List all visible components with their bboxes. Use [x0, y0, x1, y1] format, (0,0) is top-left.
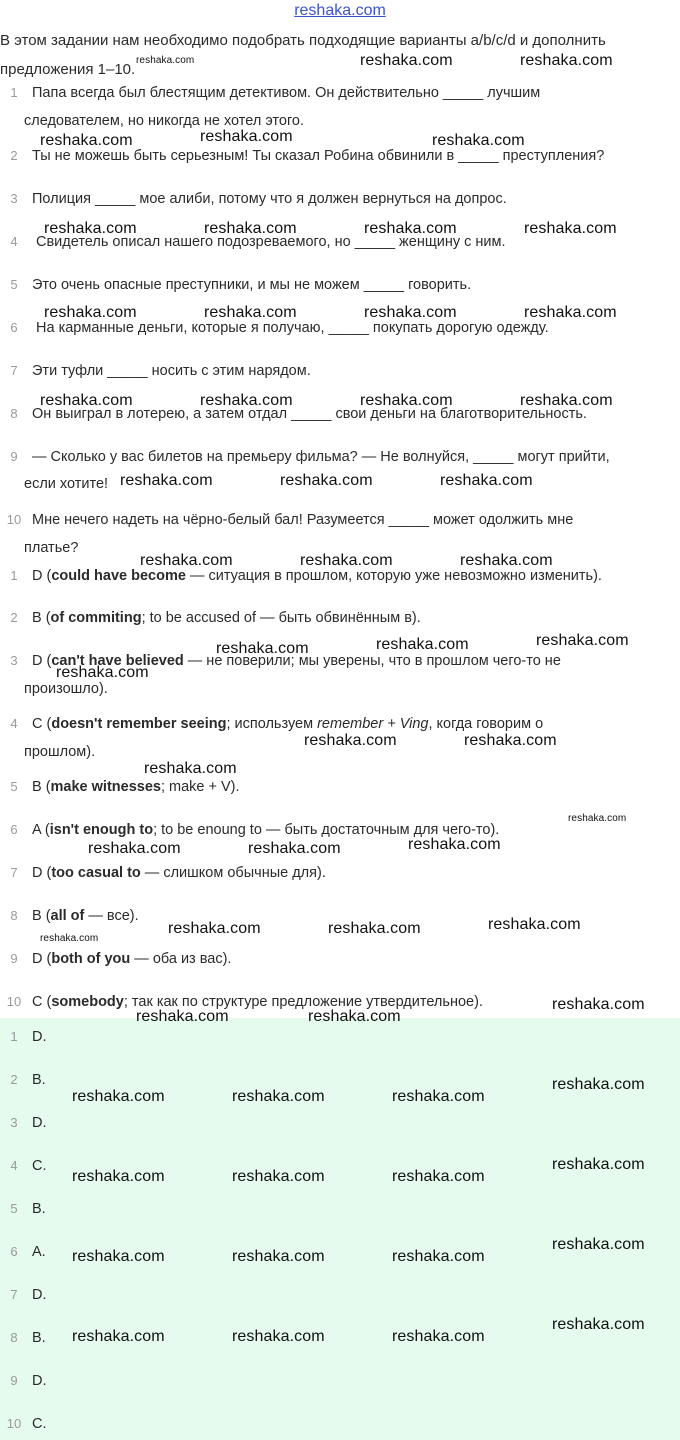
watermark: reshaka.com — [200, 128, 293, 145]
question-number: 4 — [10, 234, 18, 249]
watermark: reshaka.com — [168, 920, 261, 937]
watermark: reshaka.com — [204, 220, 297, 237]
watermark: reshaka.com — [464, 732, 557, 749]
watermark: reshaka.com — [44, 304, 137, 321]
watermark: reshaka.com — [392, 1168, 485, 1185]
watermark: reshaka.com — [232, 1248, 325, 1265]
watermark: reshaka.com — [360, 52, 453, 69]
watermark: reshaka.com — [136, 55, 195, 66]
answer-number: 2 — [10, 1072, 18, 1087]
watermark: reshaka.com — [232, 1328, 325, 1345]
watermark: reshaka.com — [520, 392, 613, 409]
watermark: reshaka.com — [304, 732, 397, 749]
question-text: Папа всегда был блестящим детективом. Он действительно _____ лучшим — [32, 85, 541, 101]
watermark: reshaka.com — [56, 664, 149, 681]
watermark: reshaka.com — [524, 304, 617, 321]
intro-line-1: В этом задании нам необходимо подобрать подходящие варианты a/b/c/d и дополнить — [0, 32, 606, 49]
question-number: 2 — [10, 148, 18, 163]
watermark: reshaka.com — [40, 933, 99, 944]
explanation-text: D (can't have believed — не поверили; мы уверены, что в прошлом чего-то не — [32, 653, 561, 669]
explanation-text: B (all of — все). — [32, 908, 139, 924]
watermark: reshaka.com — [536, 632, 629, 649]
answer-letter: D. — [32, 1115, 47, 1131]
watermark: reshaka.com — [232, 1088, 325, 1105]
explanation-number: 7 — [10, 865, 18, 880]
watermark: reshaka.com — [328, 920, 421, 937]
watermark: reshaka.com — [200, 392, 293, 409]
question-number: 10 — [6, 512, 22, 527]
explanation-number: 6 — [10, 822, 18, 837]
watermark: reshaka.com — [392, 1088, 485, 1105]
question-text: если хотите! — [24, 476, 109, 492]
explanation-number: 4 — [10, 716, 18, 731]
watermark: reshaka.com — [280, 472, 373, 489]
answer-number: 8 — [10, 1330, 18, 1345]
answer-number: 4 — [10, 1158, 18, 1173]
question-text: На карманные деньги, которые я получаю, _____ покупать дорогую одежду. — [36, 320, 549, 336]
watermark: reshaka.com — [72, 1328, 165, 1345]
explanation-text: B (of commiting; to be accused of — быть обвинённым в). — [32, 610, 421, 626]
question-text: Он выиграл в лотерею, а затем отдал _____ свои деньги на благотворительность. — [32, 406, 587, 422]
watermark: reshaka.com — [364, 304, 457, 321]
question-text: — Сколько у вас билетов на премьеру фильма? — Не волнуйся, _____ могут прийти, — [32, 449, 610, 465]
watermark: reshaka.com — [552, 1156, 645, 1173]
answer-number: 3 — [10, 1115, 18, 1130]
watermark: reshaka.com — [440, 472, 533, 489]
watermark: reshaka.com — [44, 220, 137, 237]
answer-letter: B. — [32, 1330, 46, 1346]
watermark: reshaka.com — [392, 1248, 485, 1265]
watermark: reshaka.com — [40, 392, 133, 409]
watermark: reshaka.com — [552, 1316, 645, 1333]
question-number: 7 — [10, 363, 18, 378]
watermark: reshaka.com — [360, 392, 453, 409]
answer-letter: B. — [32, 1201, 46, 1217]
watermark: reshaka.com — [248, 840, 341, 857]
explanation-text: D (both of you — оба из вас). — [32, 951, 232, 967]
watermark: reshaka.com — [204, 304, 297, 321]
watermark: reshaka.com — [552, 996, 645, 1013]
question-number: 5 — [10, 277, 18, 292]
explanation-number: 2 — [10, 610, 18, 625]
question-text: Это очень опасные преступники, и мы не можем _____ говорить. — [32, 277, 472, 293]
question-text: Эти туфли _____ носить с этим нарядом. — [32, 363, 311, 379]
watermark: reshaka.com — [376, 636, 469, 653]
explanation-text: произошло). — [24, 681, 108, 697]
answer-number: 6 — [10, 1244, 18, 1259]
explanation-number: 1 — [10, 568, 18, 583]
question-text: Ты не можешь быть серьезным! Ты сказал Робина обвинили в _____ преступления? — [32, 148, 605, 164]
watermark: reshaka.com — [72, 1248, 165, 1265]
question-number: 8 — [10, 406, 18, 421]
watermark: reshaka.com — [488, 916, 581, 933]
watermark: reshaka.com — [216, 640, 309, 657]
question-text: Свидетель описал нашего подозреваемого, но _____ женщину с ним. — [36, 234, 506, 250]
answer-letter: D. — [32, 1373, 47, 1389]
answer-letter: C. — [32, 1416, 47, 1432]
answer-letter: D. — [32, 1029, 47, 1045]
explanation-text: D (could have become — ситуация в прошлом, которую уже невозможно изменить). — [32, 568, 602, 584]
explanation-text: C (somebody; так как по структуре предложение утвердительное). — [32, 994, 483, 1010]
question-number: 6 — [10, 320, 18, 335]
watermark: reshaka.com — [88, 840, 181, 857]
watermark: reshaka.com — [552, 1076, 645, 1093]
answer-letter: D. — [32, 1287, 47, 1303]
watermark: reshaka.com — [232, 1168, 325, 1185]
question-number: 9 — [10, 449, 18, 464]
watermark: reshaka.com — [520, 52, 613, 69]
explanation-number: 5 — [10, 779, 18, 794]
explanation-text: A (isn't enough to; to be enoung to — быть достаточным для чего-то). — [32, 822, 500, 838]
watermark: reshaka.com — [460, 552, 553, 569]
answer-letter: A. — [32, 1244, 46, 1260]
answer-number: 7 — [10, 1287, 18, 1302]
watermark: reshaka.com — [568, 813, 627, 824]
watermark: reshaka.com — [392, 1328, 485, 1345]
watermark: reshaka.com — [300, 552, 393, 569]
watermark: reshaka.com — [552, 1236, 645, 1253]
question-text: Полиция _____ мое алиби, потому что я должен вернуться на допрос. — [32, 191, 507, 207]
answer-letter: B. — [32, 1072, 46, 1088]
watermark: reshaka.com — [140, 552, 233, 569]
site-header-link[interactable]: reshaka.com — [294, 2, 386, 19]
explanation-number: 10 — [6, 994, 22, 1009]
watermark: reshaka.com — [524, 220, 617, 237]
intro-line-2: предложения 1–10. — [0, 61, 136, 78]
question-number: 1 — [10, 85, 18, 100]
watermark: reshaka.com — [136, 1008, 229, 1025]
watermark: reshaka.com — [432, 132, 525, 149]
question-number: 3 — [10, 191, 18, 206]
watermark: reshaka.com — [72, 1088, 165, 1105]
explanation-text: B (make witnesses; make + V). — [32, 779, 240, 795]
explanation-text: прошлом). — [24, 744, 96, 760]
question-text: платье? — [24, 540, 79, 556]
watermark: reshaka.com — [308, 1008, 401, 1025]
answer-number: 5 — [10, 1201, 18, 1216]
question-text: Мне нечего надеть на чёрно-белый бал! Разумеется _____ может одолжить мне — [32, 512, 574, 528]
watermark: reshaka.com — [120, 472, 213, 489]
explanation-number: 8 — [10, 908, 18, 923]
explanation-text: D (too casual to — слишком обычные для). — [32, 865, 326, 881]
watermark: reshaka.com — [72, 1168, 165, 1185]
answer-letter: C. — [32, 1158, 47, 1174]
answer-number: 10 — [6, 1416, 22, 1431]
answer-number: 1 — [10, 1029, 18, 1044]
question-text: следователем, но никогда не хотел этого. — [24, 113, 305, 129]
watermark: reshaka.com — [40, 132, 133, 149]
watermark: reshaka.com — [408, 836, 501, 853]
watermark: reshaka.com — [144, 760, 237, 777]
explanation-number: 3 — [10, 653, 18, 668]
watermark: reshaka.com — [364, 220, 457, 237]
answer-number: 9 — [10, 1373, 18, 1388]
explanation-text: C (doesn't remember seeing; используем remember + Ving, когда говорим о — [32, 716, 544, 732]
explanation-number: 9 — [10, 951, 18, 966]
